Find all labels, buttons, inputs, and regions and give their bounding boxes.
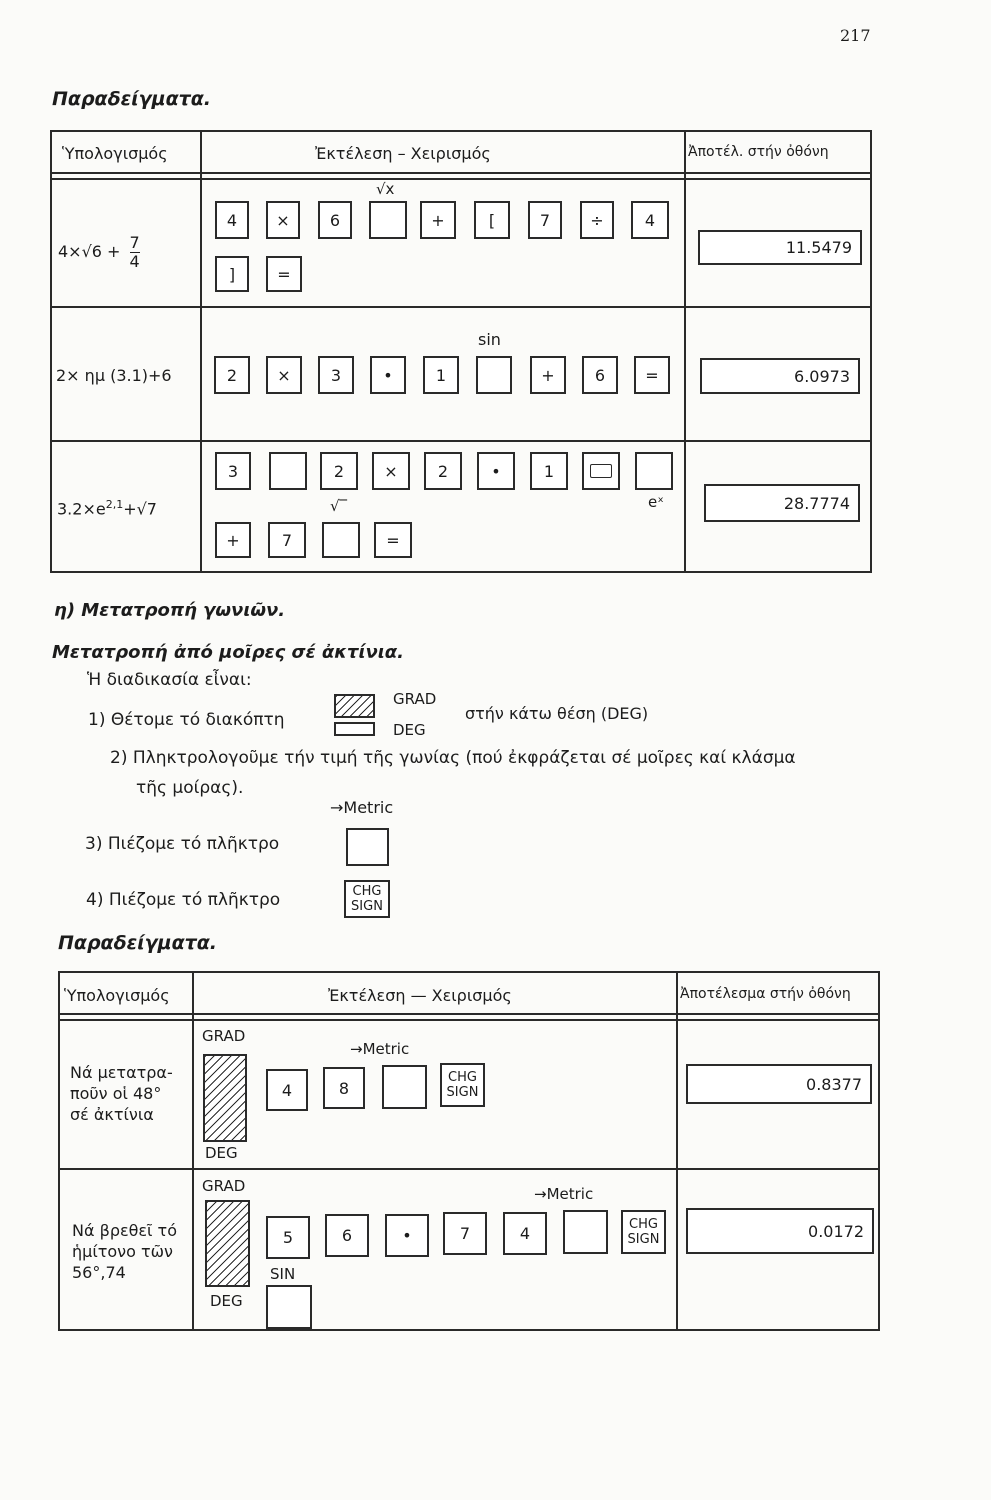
grad-deg-switch: [203, 1054, 247, 1142]
key-8[interactable]: 8: [323, 1067, 365, 1109]
sign-label: SIGN: [351, 899, 383, 914]
deg-label: DEG: [210, 1292, 243, 1310]
key-sin[interactable]: [266, 1285, 312, 1329]
key-chg-sign[interactable]: [344, 880, 390, 918]
key-6[interactable]: 6: [318, 201, 352, 239]
table2-header-execution: Ἐκτέλεση — Χειρισμός: [328, 986, 512, 1005]
deg-label: DEG: [205, 1144, 238, 1162]
table1-row1-calc: 4×√6 + $\frac{7}{4}$: [58, 233, 140, 271]
key-decimal-point[interactable]: •: [477, 452, 515, 490]
key-2[interactable]: 2: [424, 452, 462, 490]
ex-label: eˣ: [648, 493, 664, 511]
key-1[interactable]: 1: [423, 356, 459, 394]
key-plus[interactable]: +: [530, 356, 566, 394]
table1-header-execution: Ἐκτέλεση – Χειρισμός: [315, 144, 491, 163]
table2-row2-calc: Νά βρεθεῖ τό ἡμίτονο τῶν 56°,74: [72, 1221, 177, 1282]
result-display: 0.8377: [686, 1064, 872, 1104]
sin-label: sin: [478, 330, 501, 349]
key-ex[interactable]: [635, 452, 673, 490]
key-7[interactable]: 7: [268, 522, 306, 558]
key-7[interactable]: 7: [443, 1212, 487, 1255]
key-divide[interactable]: ÷: [580, 201, 614, 239]
key-6[interactable]: 6: [582, 356, 618, 394]
table2-row1-calc: Νά μετατρα- ποῦν οἱ 48° σέ ἀκτίνια: [70, 1063, 173, 1124]
result-display: 6.0973: [700, 358, 860, 394]
key-sqrt[interactable]: [369, 201, 407, 239]
result-display: 11.5479: [698, 230, 862, 265]
metric-label: →Metric: [350, 1040, 410, 1058]
table1-header-result: Ἀποτέλ. στήν ὀθόνη: [688, 144, 829, 160]
key-6[interactable]: 6: [325, 1214, 369, 1257]
key-4[interactable]: 4: [631, 201, 669, 239]
key-equals[interactable]: =: [266, 256, 302, 292]
sign-label: SIGN: [446, 1085, 479, 1100]
step-2-line-1: 2) Πληκτρολογοῦμε τήν τιμή τῆς γωνίας (πού ἐκφράζεται σέ μοῖρες καί κλάσμα: [110, 748, 796, 768]
key-equals[interactable]: =: [634, 356, 670, 394]
step-1-tail: στήν κάτω θέση (DEG): [465, 704, 649, 723]
examples-heading-2: Παραδείγματα.: [58, 932, 218, 954]
procedure-intro: Ἡ διαδικασία εἶναι:: [87, 670, 252, 690]
grad-label: GRAD: [202, 1027, 246, 1045]
table1-row2-calc: 2× ημ (3.1)+6: [56, 366, 172, 385]
key-plus[interactable]: +: [215, 522, 251, 558]
key-2[interactable]: 2: [320, 452, 358, 490]
key-decimal-point[interactable]: •: [370, 356, 406, 394]
key-chg-sign[interactable]: [440, 1063, 485, 1107]
key-sqrt[interactable]: [322, 522, 360, 558]
key-plus[interactable]: +: [420, 201, 456, 239]
key-4[interactable]: 4: [215, 201, 249, 239]
page-number: 217: [840, 26, 871, 45]
examples-heading-1: Παραδείγματα.: [52, 88, 212, 110]
key-inverse-function[interactable]: [582, 452, 620, 490]
key-multiply[interactable]: ×: [266, 356, 302, 394]
table2-header-calc: Ὑπολογισμός: [64, 986, 170, 1005]
chg-label: CHG: [448, 1070, 477, 1085]
sign-label: SIGN: [627, 1232, 660, 1247]
key-multiply[interactable]: ×: [266, 201, 300, 239]
key-5[interactable]: 5: [266, 1216, 310, 1259]
sqrt-label: √‾: [330, 497, 348, 515]
step-4-text: 4) Πιέζομε τό πλῆκτρο: [86, 890, 281, 910]
key-equals[interactable]: =: [374, 522, 412, 558]
key-7[interactable]: 7: [528, 201, 562, 239]
table2-header-result: Ἀποτέλεσμα στήν ὀθόνη: [680, 986, 851, 1002]
result-display: 0.0172: [686, 1208, 874, 1254]
key-3[interactable]: 3: [318, 356, 354, 394]
key-open-bracket[interactable]: [: [474, 201, 510, 239]
step-2-line-2: τῆς μοίρας).: [136, 778, 244, 798]
table1-row3-calc: $3.2\times e^{2,1}+√7$: [57, 498, 157, 519]
table1-header-calc: Ὑπολογισμός: [62, 144, 168, 163]
metric-label: →Metric: [330, 798, 394, 817]
inverse-symbol-icon: [590, 464, 612, 478]
key-metric[interactable]: [382, 1065, 427, 1109]
grad-switch-position: [334, 694, 375, 718]
step-3-text: 3) Πιέζομε τό πλῆκτρο: [85, 834, 280, 854]
grad-label: GRAD: [202, 1177, 246, 1195]
deg-label: DEG: [393, 721, 426, 739]
metric-label: →Metric: [534, 1185, 594, 1203]
grad-label: GRAD: [393, 690, 437, 708]
section-eta-title: η) Μετατροπή γωνιῶν.: [54, 600, 286, 621]
key-metric[interactable]: [563, 1210, 608, 1254]
key-2[interactable]: 2: [214, 356, 250, 394]
step-1-text: 1) Θέτομε τό διακόπτη: [88, 710, 285, 730]
key-multiply[interactable]: ×: [372, 452, 410, 490]
grad-deg-switch: [205, 1200, 250, 1287]
key-3[interactable]: 3: [215, 452, 251, 490]
deg-switch-position: [334, 722, 375, 736]
key-inverse[interactable]: [269, 452, 307, 490]
key-sin[interactable]: [476, 356, 512, 394]
key-4[interactable]: 4: [266, 1069, 308, 1111]
key-metric[interactable]: [346, 828, 389, 866]
key-4[interactable]: 4: [503, 1212, 547, 1255]
key-1[interactable]: 1: [530, 452, 568, 490]
chg-label: CHG: [352, 884, 382, 899]
key-chg-sign[interactable]: [621, 1210, 666, 1254]
sin-label: SIN: [270, 1265, 296, 1283]
sqrt-label: √x: [376, 180, 395, 198]
result-display: 28.7774: [704, 484, 860, 522]
key-decimal-point[interactable]: •: [385, 1214, 429, 1257]
key-close-bracket[interactable]: ]: [215, 256, 249, 292]
subsection-title: Μετατροπή ἀπό μοῖρες σέ ἀκτίνια.: [52, 642, 404, 663]
chg-label: CHG: [629, 1217, 658, 1232]
